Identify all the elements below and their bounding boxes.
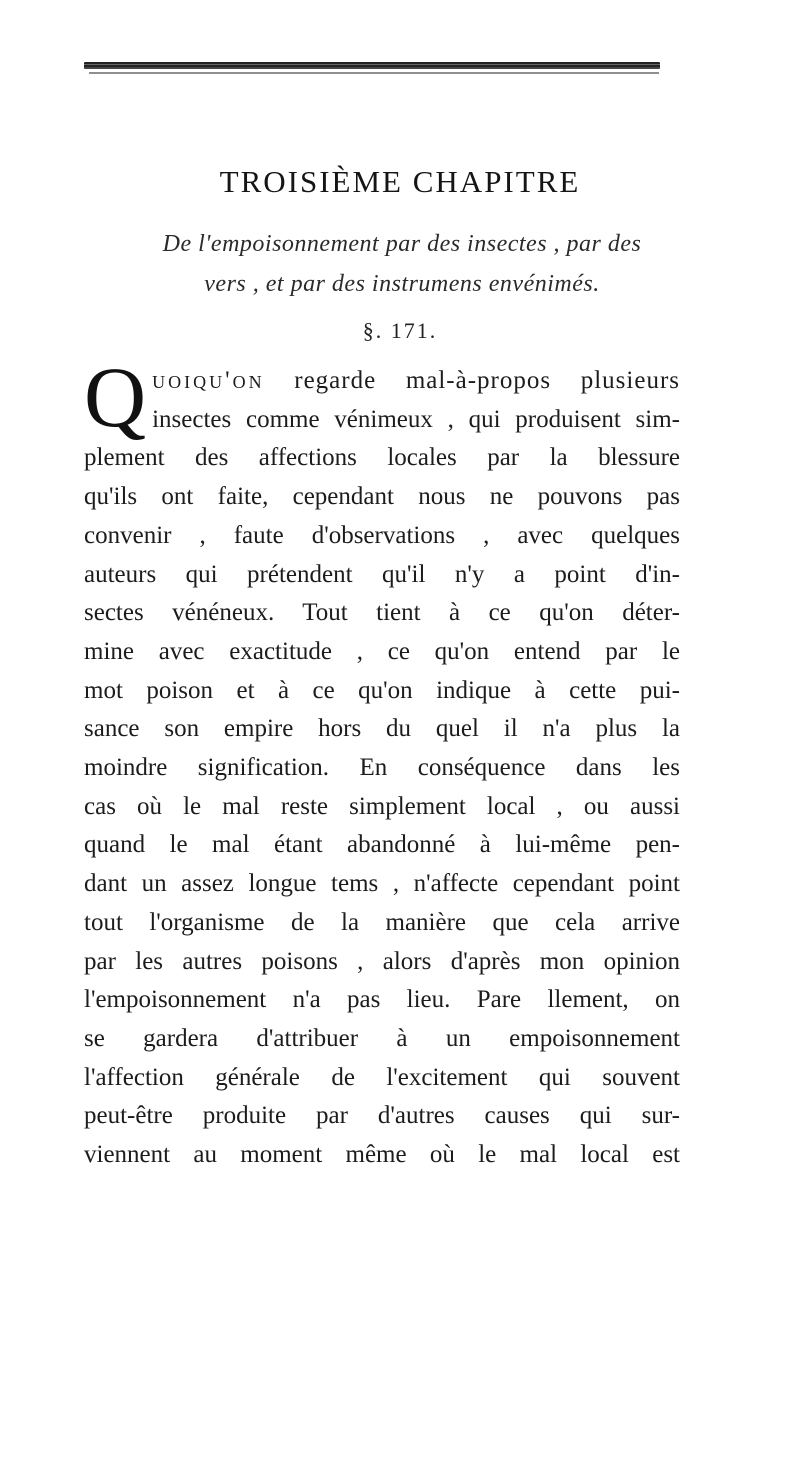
text-line-1-rest: regarde mal-à-propos plusieurs	[294, 367, 681, 394]
text-line-5: convenir , faute d'observations , avec quelques	[84, 521, 680, 549]
text-line-2: insectes comme vénimeux , qui produisent sim-	[152, 405, 680, 433]
text-line-1	[84, 362, 680, 401]
drop-capital: Q	[84, 349, 147, 445]
body-text	[84, 349, 681, 1175]
text-line-9: mot poison et à ce qu'on indique à cette pui-	[84, 676, 680, 704]
text-line-8: mine avec exactitude , ce qu'on entend par le	[84, 637, 680, 665]
text-line-7: sectes vénéneux. Tout tient à ce qu'on déter-	[84, 599, 680, 627]
text-line-6: auteurs qui prétendent qu'il n'y a point d'in-	[84, 560, 680, 588]
text-line-20: peut-être produite par d'autres causes qui sur-	[84, 1102, 680, 1130]
text-line-10: sance son empire hors du quel il n'a plus la	[84, 715, 680, 743]
chapter-subtitle	[102, 224, 702, 304]
text-line-18: se gardera d'attribuer à un empoisonnement	[84, 1024, 680, 1052]
top-rule	[84, 62, 660, 69]
text-line-16: par les autres poisons , alors d'après mon opinion	[84, 947, 680, 975]
text-line-13: quand le mal étant abandonné à lui-même pen-	[84, 831, 680, 859]
text-line-4: qu'ils ont faite, cependant nous ne pouvons pas	[84, 483, 680, 511]
text-line-12: cas où le mal reste simplement local , ou aussi	[84, 792, 680, 820]
section-number: §. 171.	[362, 318, 438, 343]
text-line-11: moindre signification. En conséquence dans les	[84, 754, 680, 782]
opening-smallcaps: uoiqu'on	[152, 367, 265, 394]
chapter-title: TROISIÈME CHAPITRE	[219, 164, 581, 199]
text-line-14: dant un assez longue tems , n'affecte cependant point	[84, 870, 680, 898]
text-line-15: tout l'organisme de la manière que cela arrive	[84, 908, 680, 936]
text-line-21: viennent au moment même où le mal local est	[84, 1141, 680, 1169]
text-line-3: plement des affections locales par la blessure	[84, 444, 680, 472]
subtitle-line-2: vers , et par des instrumens envénimés.	[204, 271, 600, 297]
text-line-17: l'empoisonnement n'a pas lieu. Pare llement, on	[84, 986, 680, 1014]
subtitle-line-1: De l'empoisonnement par des insectes , par des	[162, 231, 642, 257]
text-line-19: l'affection générale de l'excitement qui souvent	[84, 1063, 680, 1091]
